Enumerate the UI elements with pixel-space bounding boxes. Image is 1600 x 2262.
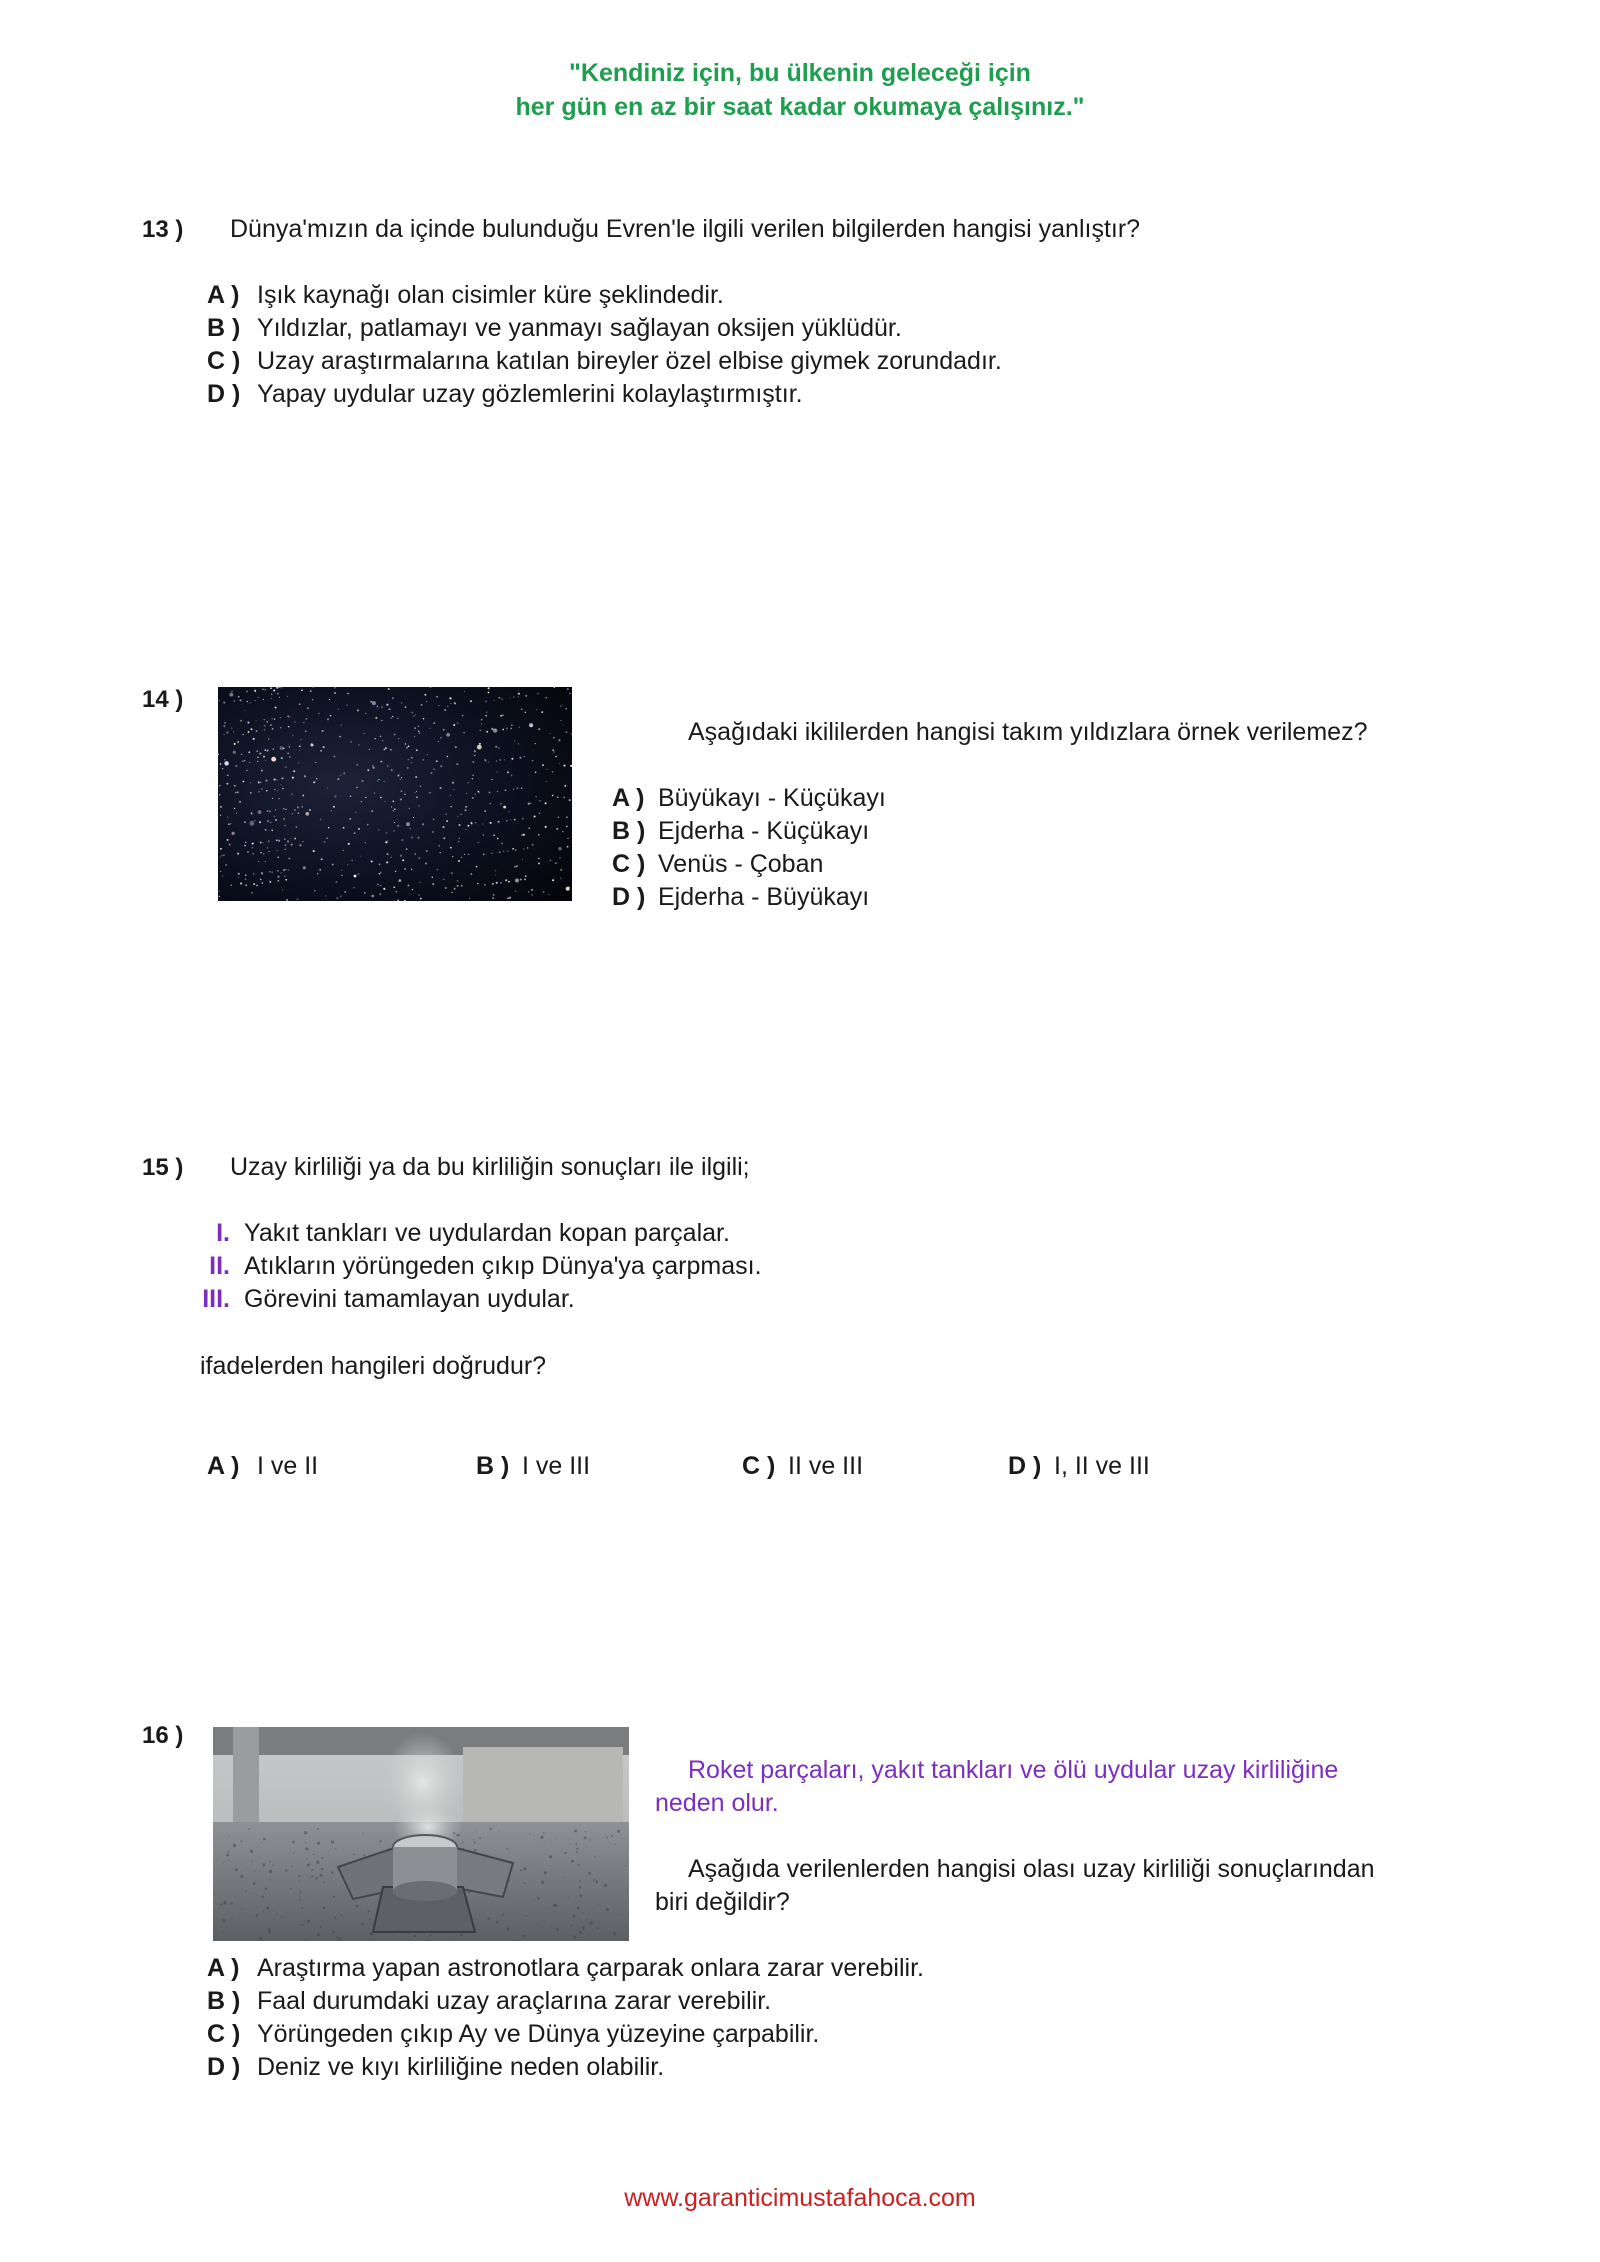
q16-option-a[interactable]: A ) Araştırma yapan astronotlara çarparak onlara zarar verebilir. — [207, 1954, 924, 1982]
footer-website-link[interactable]: www.garanticimustafahoca.com — [624, 2184, 976, 2212]
q15-option-a[interactable]: A ) I ve II — [207, 1452, 319, 1480]
q13-option-a[interactable]: A ) Işık kaynağı olan cisimler küre şeklindedir. — [207, 281, 724, 309]
q14-options — [612, 782, 886, 914]
q16-intro-line1: Roket parçaları, yakıt tankları ve ölü uydular uzay kirliliğine — [688, 1756, 1339, 1784]
header-quote-line1: "Kendiniz için, bu ülkenin geleceği için — [569, 59, 1031, 87]
q15-question: ifadelerden hangileri doğrudur? — [200, 1352, 547, 1380]
q13-number: 13 ) — [142, 216, 184, 243]
header-quote-line2: her gün en az bir saat kadar okumaya çalışınız." — [515, 93, 1085, 121]
q15-statements — [200, 1217, 762, 1316]
q14-text: Aşağıdaki ikililerden hangisi takım yıldızlara örnek verilemez? — [688, 718, 1368, 746]
q14-option-c[interactable]: C ) Venüs - Çoban — [612, 850, 824, 878]
q16-question-line2: biri değildir? — [655, 1888, 790, 1916]
q14-number: 14 ) — [142, 686, 184, 713]
q16-option-c[interactable]: C ) Yörüngeden çıkıp Ay ve Dünya yüzeyine çarpabilir. — [207, 2020, 820, 2048]
q16-option-b[interactable]: B ) Faal durumdaki uzay araçlarına zarar verebilir. — [207, 1987, 772, 2015]
starfield-image — [218, 687, 572, 901]
q16-options — [207, 1952, 924, 2084]
q13-option-c[interactable]: C ) Uzay araştırmalarına katılan bireyler özel elbise giymek zorundadır. — [207, 347, 1002, 375]
q13-option-b[interactable]: B ) Yıldızlar, patlamayı ve yanmayı sağlayan oksijen yüklüdür. — [207, 314, 902, 342]
q15-option-d[interactable]: D ) I, II ve III — [1008, 1452, 1150, 1480]
q15-statement-1: I. Yakıt tankları ve uydulardan kopan parçalar. — [216, 1219, 730, 1247]
q16-question-line1: Aşağıda verilenlerden hangisi olası uzay kirliliği sonuçlarından — [688, 1855, 1375, 1883]
q16-option-d[interactable]: D ) Deniz ve kıyı kirliliğine neden olabilir. — [207, 2053, 665, 2081]
q15-option-b[interactable]: B ) I ve III — [476, 1452, 591, 1480]
q14-option-a[interactable]: A ) Büyükayı - Küçükayı — [612, 784, 886, 812]
q13-option-d[interactable]: D ) Yapay uydular uzay gözlemlerini kolaylaştırmıştır. — [207, 380, 803, 408]
q15-text: Uzay kirliliği ya da bu kirliliğin sonuçları ile ilgili; — [230, 1153, 750, 1181]
q13-options — [207, 279, 1002, 411]
q14-option-b[interactable]: B ) Ejderha - Küçükayı — [612, 817, 870, 845]
q13-text: Dünya'mızın da içinde bulunduğu Evren'le ilgili verilen bilgilerden hangisi yanlıştır? — [230, 215, 1141, 243]
q15-statement-3: III. Görevini tamamlayan uydular. — [202, 1285, 575, 1313]
q16-intro-line2: neden olur. — [655, 1789, 779, 1817]
q15-statement-2: II. Atıkların yörüngeden çıkıp Dünya'ya çarpması. — [209, 1252, 762, 1280]
q16-number: 16 ) — [142, 1722, 184, 1749]
q15-number: 15 ) — [142, 1154, 184, 1181]
q14-option-d[interactable]: D ) Ejderha - Büyükayı — [612, 883, 870, 911]
q15-option-c[interactable]: C ) II ve III — [742, 1452, 864, 1480]
rocket-debris-image — [213, 1727, 629, 1941]
